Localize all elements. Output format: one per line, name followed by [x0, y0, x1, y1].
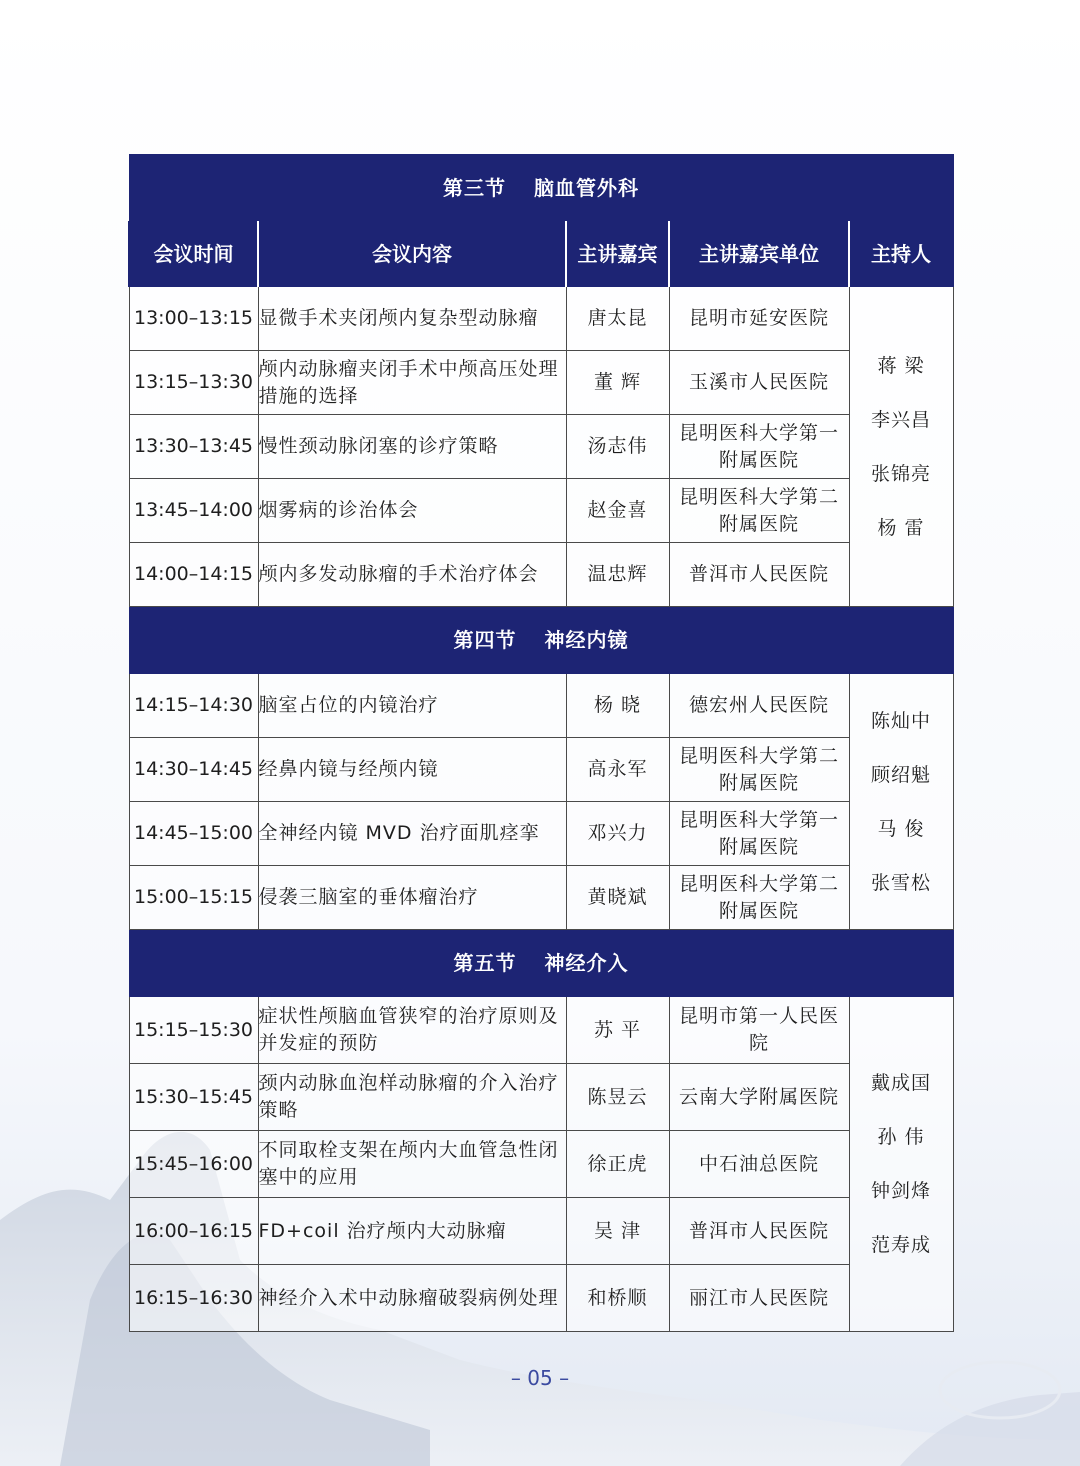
speaker-name: 高永军 [566, 738, 669, 802]
session-content: 烟雾病的诊治体会 [258, 479, 566, 543]
host-name: 顾绍魁 [871, 763, 932, 786]
section-number: 第五节 [453, 950, 517, 975]
host-list [849, 674, 953, 930]
section-band [129, 930, 953, 997]
session-content: FD+coil 治疗颅内大动脉瘤 [258, 1198, 566, 1265]
session-time: 13:45–14:00 [129, 479, 258, 543]
speaker-name: 邓兴力 [566, 802, 669, 866]
column-header-time: 会议时间 [129, 222, 258, 287]
session-content: 经鼻内镜与经颅内镜 [258, 738, 566, 802]
table-row [129, 1265, 953, 1332]
table-row [129, 351, 953, 415]
session-time: 14:15–14:30 [129, 674, 258, 738]
host-name: 孙 伟 [877, 1126, 925, 1148]
table-row [129, 1131, 953, 1198]
session-time: 14:30–14:45 [129, 738, 258, 802]
table-row [129, 415, 953, 479]
column-header-unit: 主讲嘉宾单位 [669, 222, 849, 287]
host-name: 张雪松 [871, 871, 932, 894]
table-row [129, 802, 953, 866]
table-row [129, 479, 953, 543]
host-name: 马 俊 [877, 817, 925, 840]
session-content: 颅内多发动脉瘤的手术治疗体会 [258, 543, 566, 607]
session-time: 16:15–16:30 [129, 1265, 258, 1332]
section-title [129, 930, 953, 997]
speaker-name: 赵金喜 [566, 479, 669, 543]
table-row [129, 543, 953, 607]
session-content: 脑室占位的内镜治疗 [258, 674, 566, 738]
speaker-name: 唐太昆 [566, 287, 669, 351]
session-content: 慢性颈动脉闭塞的诊疗策略 [258, 415, 566, 479]
speaker-unit: 中石油总医院 [669, 1131, 849, 1198]
session-content: 颈内动脉血泡样动脉瘤的介入治疗策略 [258, 1064, 566, 1131]
speaker-unit: 昆明医科大学第二附属医院 [669, 866, 849, 930]
section-topic: 脑血管外科 [534, 175, 640, 200]
speaker-name: 温忠辉 [566, 543, 669, 607]
host-name: 戴成国 [871, 1072, 932, 1094]
session-content: 显微手术夹闭颅内复杂型动脉瘤 [258, 287, 566, 351]
speaker-unit: 昆明医科大学第一附属医院 [669, 415, 849, 479]
speaker-unit: 昆明市第一人民医院 [669, 997, 849, 1064]
section-title [129, 155, 953, 222]
speaker-name: 汤志伟 [566, 415, 669, 479]
table-row [129, 866, 953, 930]
speaker-name: 陈昱云 [566, 1064, 669, 1131]
speaker-unit: 德宏州人民医院 [669, 674, 849, 738]
speaker-unit: 丽江市人民医院 [669, 1265, 849, 1332]
session-time: 16:00–16:15 [129, 1198, 258, 1265]
section-number: 第三节 [443, 175, 507, 200]
speaker-unit: 昆明市延安医院 [669, 287, 849, 351]
column-header-host: 主持人 [849, 222, 953, 287]
session-time: 13:00–13:15 [129, 287, 258, 351]
section-topic: 神经内镜 [544, 627, 629, 652]
host-name: 蒋 梁 [877, 354, 925, 377]
section-band [129, 607, 953, 674]
session-content: 全神经内镜 MVD 治疗面肌痉挛 [258, 802, 566, 866]
host-name: 杨 雷 [877, 516, 925, 539]
speaker-unit: 云南大学附属医院 [669, 1064, 849, 1131]
speaker-name: 杨 晓 [566, 674, 669, 738]
speaker-unit: 昆明医科大学第二附属医院 [669, 738, 849, 802]
host-name: 张锦亮 [871, 462, 932, 485]
table-row [129, 1064, 953, 1131]
session-time: 14:00–14:15 [129, 543, 258, 607]
session-time: 15:30–15:45 [129, 1064, 258, 1131]
speaker-unit: 昆明医科大学第一附属医院 [669, 802, 849, 866]
host-name: 范寿成 [871, 1234, 932, 1256]
speaker-unit: 普洱市人民医院 [669, 1198, 849, 1265]
column-header-content: 会议内容 [258, 222, 566, 287]
speaker-name: 和桥顺 [566, 1265, 669, 1332]
speaker-name: 黄晓斌 [566, 866, 669, 930]
table-row [129, 287, 953, 351]
section-topic: 神经介入 [544, 950, 629, 975]
table-row [129, 1198, 953, 1265]
session-time: 15:45–16:00 [129, 1131, 258, 1198]
table-row [129, 997, 953, 1064]
session-time: 13:15–13:30 [129, 351, 258, 415]
speaker-unit: 玉溪市人民医院 [669, 351, 849, 415]
speaker-unit: 昆明医科大学第二附属医院 [669, 479, 849, 543]
session-content: 颅内动脉瘤夹闭手术中颅高压处理措施的选择 [258, 351, 566, 415]
host-name: 陈灿中 [871, 709, 932, 732]
section-band [129, 155, 953, 222]
host-list [849, 997, 953, 1332]
page-number: – 05 – [510, 1366, 570, 1390]
session-time: 13:30–13:45 [129, 415, 258, 479]
table-row [129, 738, 953, 802]
session-content: 不同取栓支架在颅内大血管急性闭塞中的应用 [258, 1131, 566, 1198]
section-number: 第四节 [453, 627, 517, 652]
host-name: 李兴昌 [871, 408, 932, 431]
schedule-table [128, 154, 954, 1332]
session-time: 15:15–15:30 [129, 997, 258, 1064]
speaker-unit: 普洱市人民医院 [669, 543, 849, 607]
section-title [129, 607, 953, 674]
host-name: 钟剑烽 [871, 1180, 932, 1202]
session-content: 症状性颅脑血管狭窄的治疗原则及并发症的预防 [258, 997, 566, 1064]
table-row [129, 674, 953, 738]
host-list [849, 287, 953, 607]
session-time: 14:45–15:00 [129, 802, 258, 866]
column-header-row [129, 222, 953, 287]
session-content: 侵袭三脑室的垂体瘤治疗 [258, 866, 566, 930]
speaker-name: 徐正虎 [566, 1131, 669, 1198]
speaker-name: 苏 平 [566, 997, 669, 1064]
session-time: 15:00–15:15 [129, 866, 258, 930]
column-header-speaker: 主讲嘉宾 [566, 222, 669, 287]
speaker-name: 吴 津 [566, 1198, 669, 1265]
session-content: 神经介入术中动脉瘤破裂病例处理 [258, 1265, 566, 1332]
speaker-name: 董 辉 [566, 351, 669, 415]
